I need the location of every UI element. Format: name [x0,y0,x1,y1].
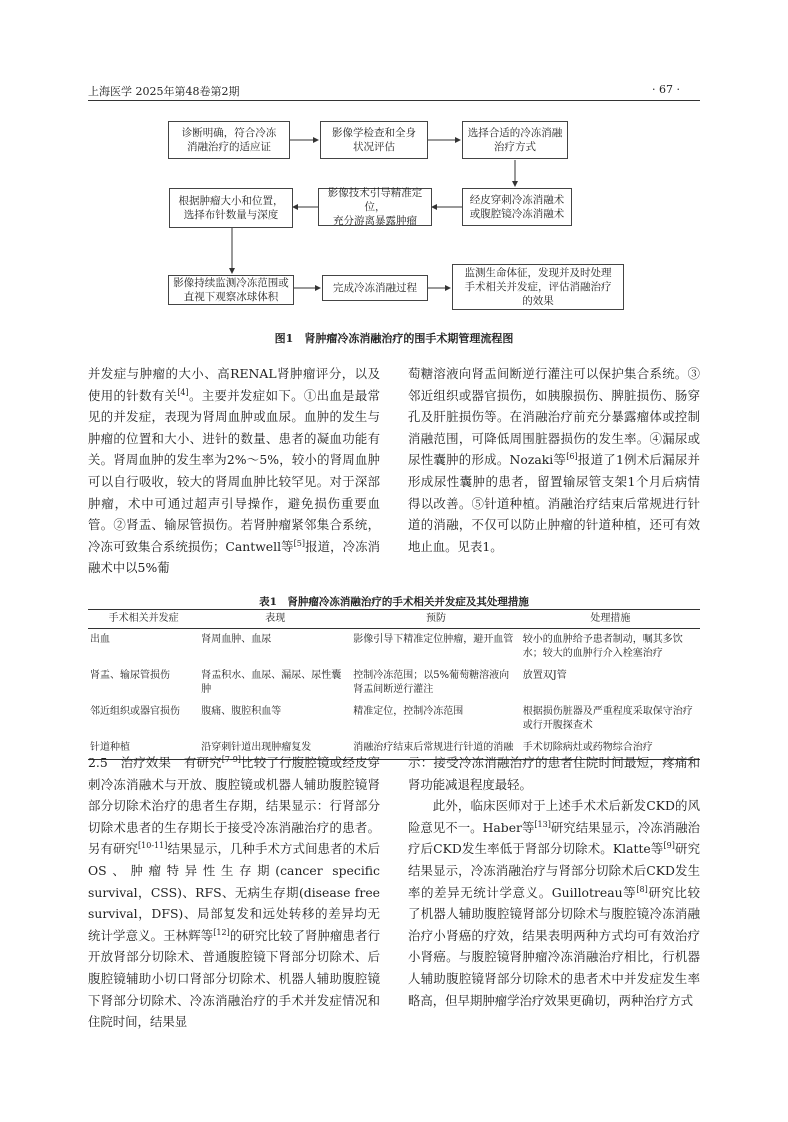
body-right-column-2 [408,752,700,1011]
body-left-column-2 [88,752,380,1033]
cell: 较小的血肿给予患者制动，嘱其多饮水；较大的血肿行介入栓塞治疗 [522,634,683,659]
figure-caption: 图1 肾肿瘤冷冻消融治疗的围手术期管理流程图 [274,332,514,345]
paragraph: 萄糖溶液向肾盂间断逆行灌注可以保护集合系统。③邻近组织或器官损伤，如胰腺损伤、脾脏损伤、肠穿孔及肝脏损伤等。在消融治疗前充分暴露瘤体或控制消融范围，可降低周围脏器损伤的发生率。④漏尿或尿性囊肿的形成。Nozaki等[6]报道了1例术后漏尿并形成尿性囊肿的患者，留置输尿管支架1个月后病情得以改善。⑤针道种植。消融治疗结束后常规进行针道的消融，不仅可以防止肿瘤的针道种植，还可有效地止血。见表1。 [408,366,700,554]
flow-box-complete-ablation: 完成冷冻消融过程 [322,275,428,301]
table-row [88,665,700,701]
flow-box-ablation-approach: 经皮穿刺冷冻消融术 或腹腔镜冷冻消融术 [462,188,572,226]
cell: 影像引导下精准定位肿瘤，避开血管 [353,634,514,645]
paragraph: 2.5 治疗效果 有研究[7-9]比较了行腹腔镜或经皮穿刺冷冻消融术与开放、腹腔镜或机器人辅助腹腔镜肾部分切除术治疗的患者生存期，结果显示：行肾部分切除术患者的生存期长于接受冷冻消融治疗的患者。另有研究[10-11]结果显示，几种手术方式间患者的术后OS、肿瘤特异性生存期(cancer specific survival，CSS)、RFS、无病生存期(disease free survival，DFS)、局部复发和远处转移的差异均无统计学意义。王林辉等[12]的研究比较了肾肿瘤患者行开放肾部分切除术、普通腹腔镜下肾部分切除术、后腹腔镜辅助小切口肾部分切除术、机器人辅助腹腔镜下肾部分切除术、冷冻消融治疗的手术并发症情况和住院时间，结果显 [88,754,381,1030]
flow-box-postop-monitoring: 监测生命体征，发现并及时处理 手术相关并发症，评估消融治疗 的效果 [452,264,624,310]
cell: 邻近组织或器官损伤 [90,706,180,717]
col-header: 预防 [351,610,520,629]
col-header: 手术相关并发症 [88,610,199,629]
flow-box-imaging-evaluation: 影像学检查和全身 状况评估 [320,121,428,159]
cell: 消融治疗结束后常规进行针道的消融 [353,742,514,753]
flow-box-image-guided-positioning: 影像技术引导精准定位， 充分游离暴露肿瘤 [318,188,432,226]
col-header: 表现 [199,610,351,629]
flow-box-select-method: 选择合适的冷冻消融 治疗方式 [462,121,568,159]
cell: 手术切除病灶或药物综合治疗 [522,742,653,753]
table-row [88,701,700,737]
cell: 肾周血肿、血尿 [201,634,272,645]
journal-header: 上海医学 2025年第48卷第2期 [88,85,240,98]
cell: 腹痛、腹腔积血等 [201,706,282,717]
table-header-row [88,610,700,629]
table-row [88,629,700,666]
cell: 沿穿刺针道出现肿瘤复发 [201,742,312,753]
body-left-column-1 [88,363,380,579]
body-right-column-1 [408,363,700,557]
flow-box-needle-placement: 根据肿瘤大小和位置， 选择布针数量与深度 [169,188,293,228]
cell: 肾盂积水、血尿、漏尿、尿性囊肿 [201,670,342,695]
paragraph: 此外，临床医师对于上述手术术后新发CKD的风险意见不一。Haber等[13]研究结果显示，冷冻消融治疗后CKD发生率低于肾部分切除术。Klatte等[9]研究结果显示，冷冻消融治疗与肾部分切除术后CKD发生率的差异无统计学意义。Guillotreau等[8]研究比较了机器人辅助腹腔镜肾部分切除术与腹腔镜冷冻消融治疗小肾癌的疗效，结果表明两种方式均可有效治疗小肾癌。与腹腔镜肾肿瘤冷冻消融治疗相比，行机器人辅助腹腔镜肾部分切除术的患者术中并发症发生率略高，但早期肿瘤学治疗效果更确切，两种治疗方式 [408,798,701,1008]
cell: 精准定位，控制冷冻范围 [353,706,464,717]
cell: 出血 [90,634,110,645]
cell: 根据损伤脏器及严重程度采取保守治疗或行开腹探查术 [522,706,693,731]
cell: 肾盂、输尿管损伤 [90,670,170,681]
table-caption: 表1 肾肿瘤冷冻消融治疗的手术相关并发症及其处理措施 [259,596,529,608]
col-header: 处理措施 [521,610,700,629]
cell: 放置双J管 [522,670,567,681]
complications-table [88,610,700,760]
section-heading: 2.5 治疗效果 [88,755,172,770]
flow-box-monitoring: 影像持续监测冷冻范围或 直视下观察冰球体积 [168,275,294,305]
cell: 控制冷冻范围；以5%葡萄糖溶液向肾盂间断逆行灌注 [353,670,510,695]
page-number: · 67 · [652,83,680,96]
paragraph: 示：接受冷冻消融治疗的患者住院时间最短，疼痛和肾功能减退程度最轻。 [408,755,700,792]
paragraph: 并发症与肿瘤的大小、高RENAL肾肿瘤评分，以及使用的针数有关[4]。主要并发症如下。①出血是最常见的并发症，表现为肾周血肿或血尿。血肿的发生与肿瘤的位置和大小、进针的数量、患者的凝血功能有关。肾周血肿的发生率为2%～5%，较小的肾周血肿可以自行吸收，较大的肾周血肿比较罕见。对于深部肿瘤，术中可通过超声引导操作，避免损伤重要血管。②肾盂、输尿管损伤。若肾肿瘤紧邻集合系统，冷冻可致集合系统损伤；Cantwell等[5]报道，冷冻消融术中以5%葡 [88,366,381,576]
cell: 针道种植 [90,742,130,753]
flow-box-diagnosis: 诊断明确，符合冷冻 消融治疗的适应证 [168,121,290,159]
